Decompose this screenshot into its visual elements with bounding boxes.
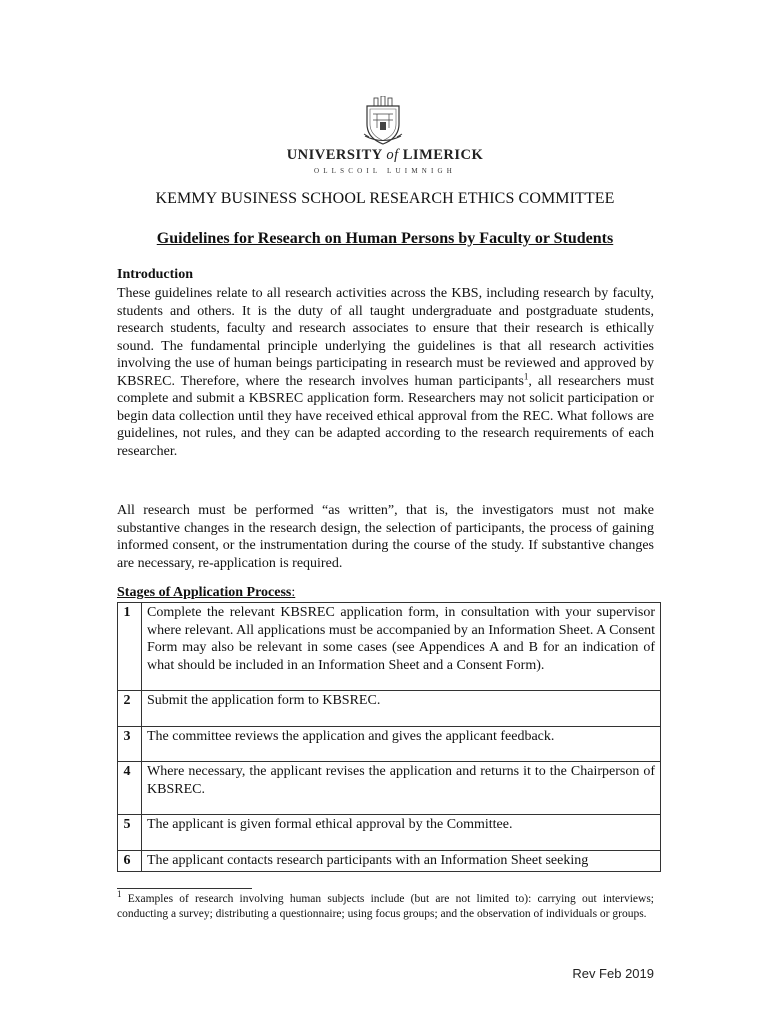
university-irish-name: OLLSCOIL LUIMNIGH [313, 167, 457, 175]
table-row [118, 691, 661, 727]
stage-number: 3 [118, 726, 142, 762]
stage-text: Complete the relevant KBSREC application form, in consultation with your supervisor where relevant. All applications must be accompanied by an Information Sheet. A Consent Form may also be relevant in some cases (see Appendices A and B for an indication of what should be included in an Information Sheet and a Consent Form). [142, 603, 661, 691]
document-title: Guidelines for Research on Human Persons by Faculty or Students [156, 230, 614, 247]
revision-label: Rev Feb 2019 [572, 966, 654, 981]
footnote: $^1$ Examples of research involving human subjects include (but are not limited to): carrying out interviews; conducting a survey; distributing a questionnaire; using focus groups; and the observation of individuals or groups. [117, 889, 654, 920]
university-crest-logo [361, 96, 405, 146]
stage-number: 5 [118, 815, 142, 851]
table-row [118, 603, 661, 691]
stages-table [117, 602, 661, 872]
table-row [118, 815, 661, 851]
stage-text: Where necessary, the applicant revises the application and returns it to the Chairperson of KBSREC. [142, 762, 661, 815]
stages-heading: Stages of Application Process: [117, 585, 296, 600]
table-row [118, 762, 661, 815]
committee-heading: KEMMY BUSINESS SCHOOL RESEARCH ETHICS COMMITTEE [155, 190, 615, 207]
table-row [118, 850, 661, 872]
stage-number: 2 [118, 691, 142, 727]
stage-number: 1 [118, 603, 142, 691]
university-name: UNIVERSITY of LIMERICK [286, 147, 484, 163]
footnote-ref[interactable]: 1 [523, 370, 529, 381]
stage-text: The committee reviews the application and gives the applicant feedback. [142, 726, 661, 762]
introduction-paragraph: These guidelines relate to all research activities across the KBS, including research by faculty, students and others. It is the duty of all taught undergraduate and postgraduate students, research students, faculty and research associates to ensure that their research is ethically sound. The fundamental principle underlying the guidelines is that all research activities involving the use of human beings participating in research must be reviewed and approved by KBSREC. Therefore, where the research involves human participants$^1$, all researchers must complete and submit a KBSREC application form. Researchers may not solicit participation or begin data collection until they have received ethical approval from the REC. What follows are guidelines, not rules, and they can be adapted according to the research requirements of each researcher. [117, 286, 654, 459]
stage-text: The applicant is given formal ethical approval by the Committee. [142, 815, 661, 851]
footnote-divider [117, 888, 252, 889]
stage-text: Submit the application form to KBSREC. [142, 691, 661, 727]
as-written-paragraph: All research must be performed “as written”, that is, the investigators must not make substantive changes in the research design, the selection of participants, the process of gaining informed consent, or the instrumentation during the course of the study. If substantive changes are necessary, re-application is required. [117, 503, 654, 571]
footnote-marker: 1 [117, 889, 122, 900]
introduction-heading: Introduction [117, 267, 193, 282]
stage-number: 4 [118, 762, 142, 815]
stage-text: The applicant contacts research participants with an Information Sheet seeking [142, 850, 661, 872]
table-row [118, 726, 661, 762]
stage-number: 6 [118, 850, 142, 872]
